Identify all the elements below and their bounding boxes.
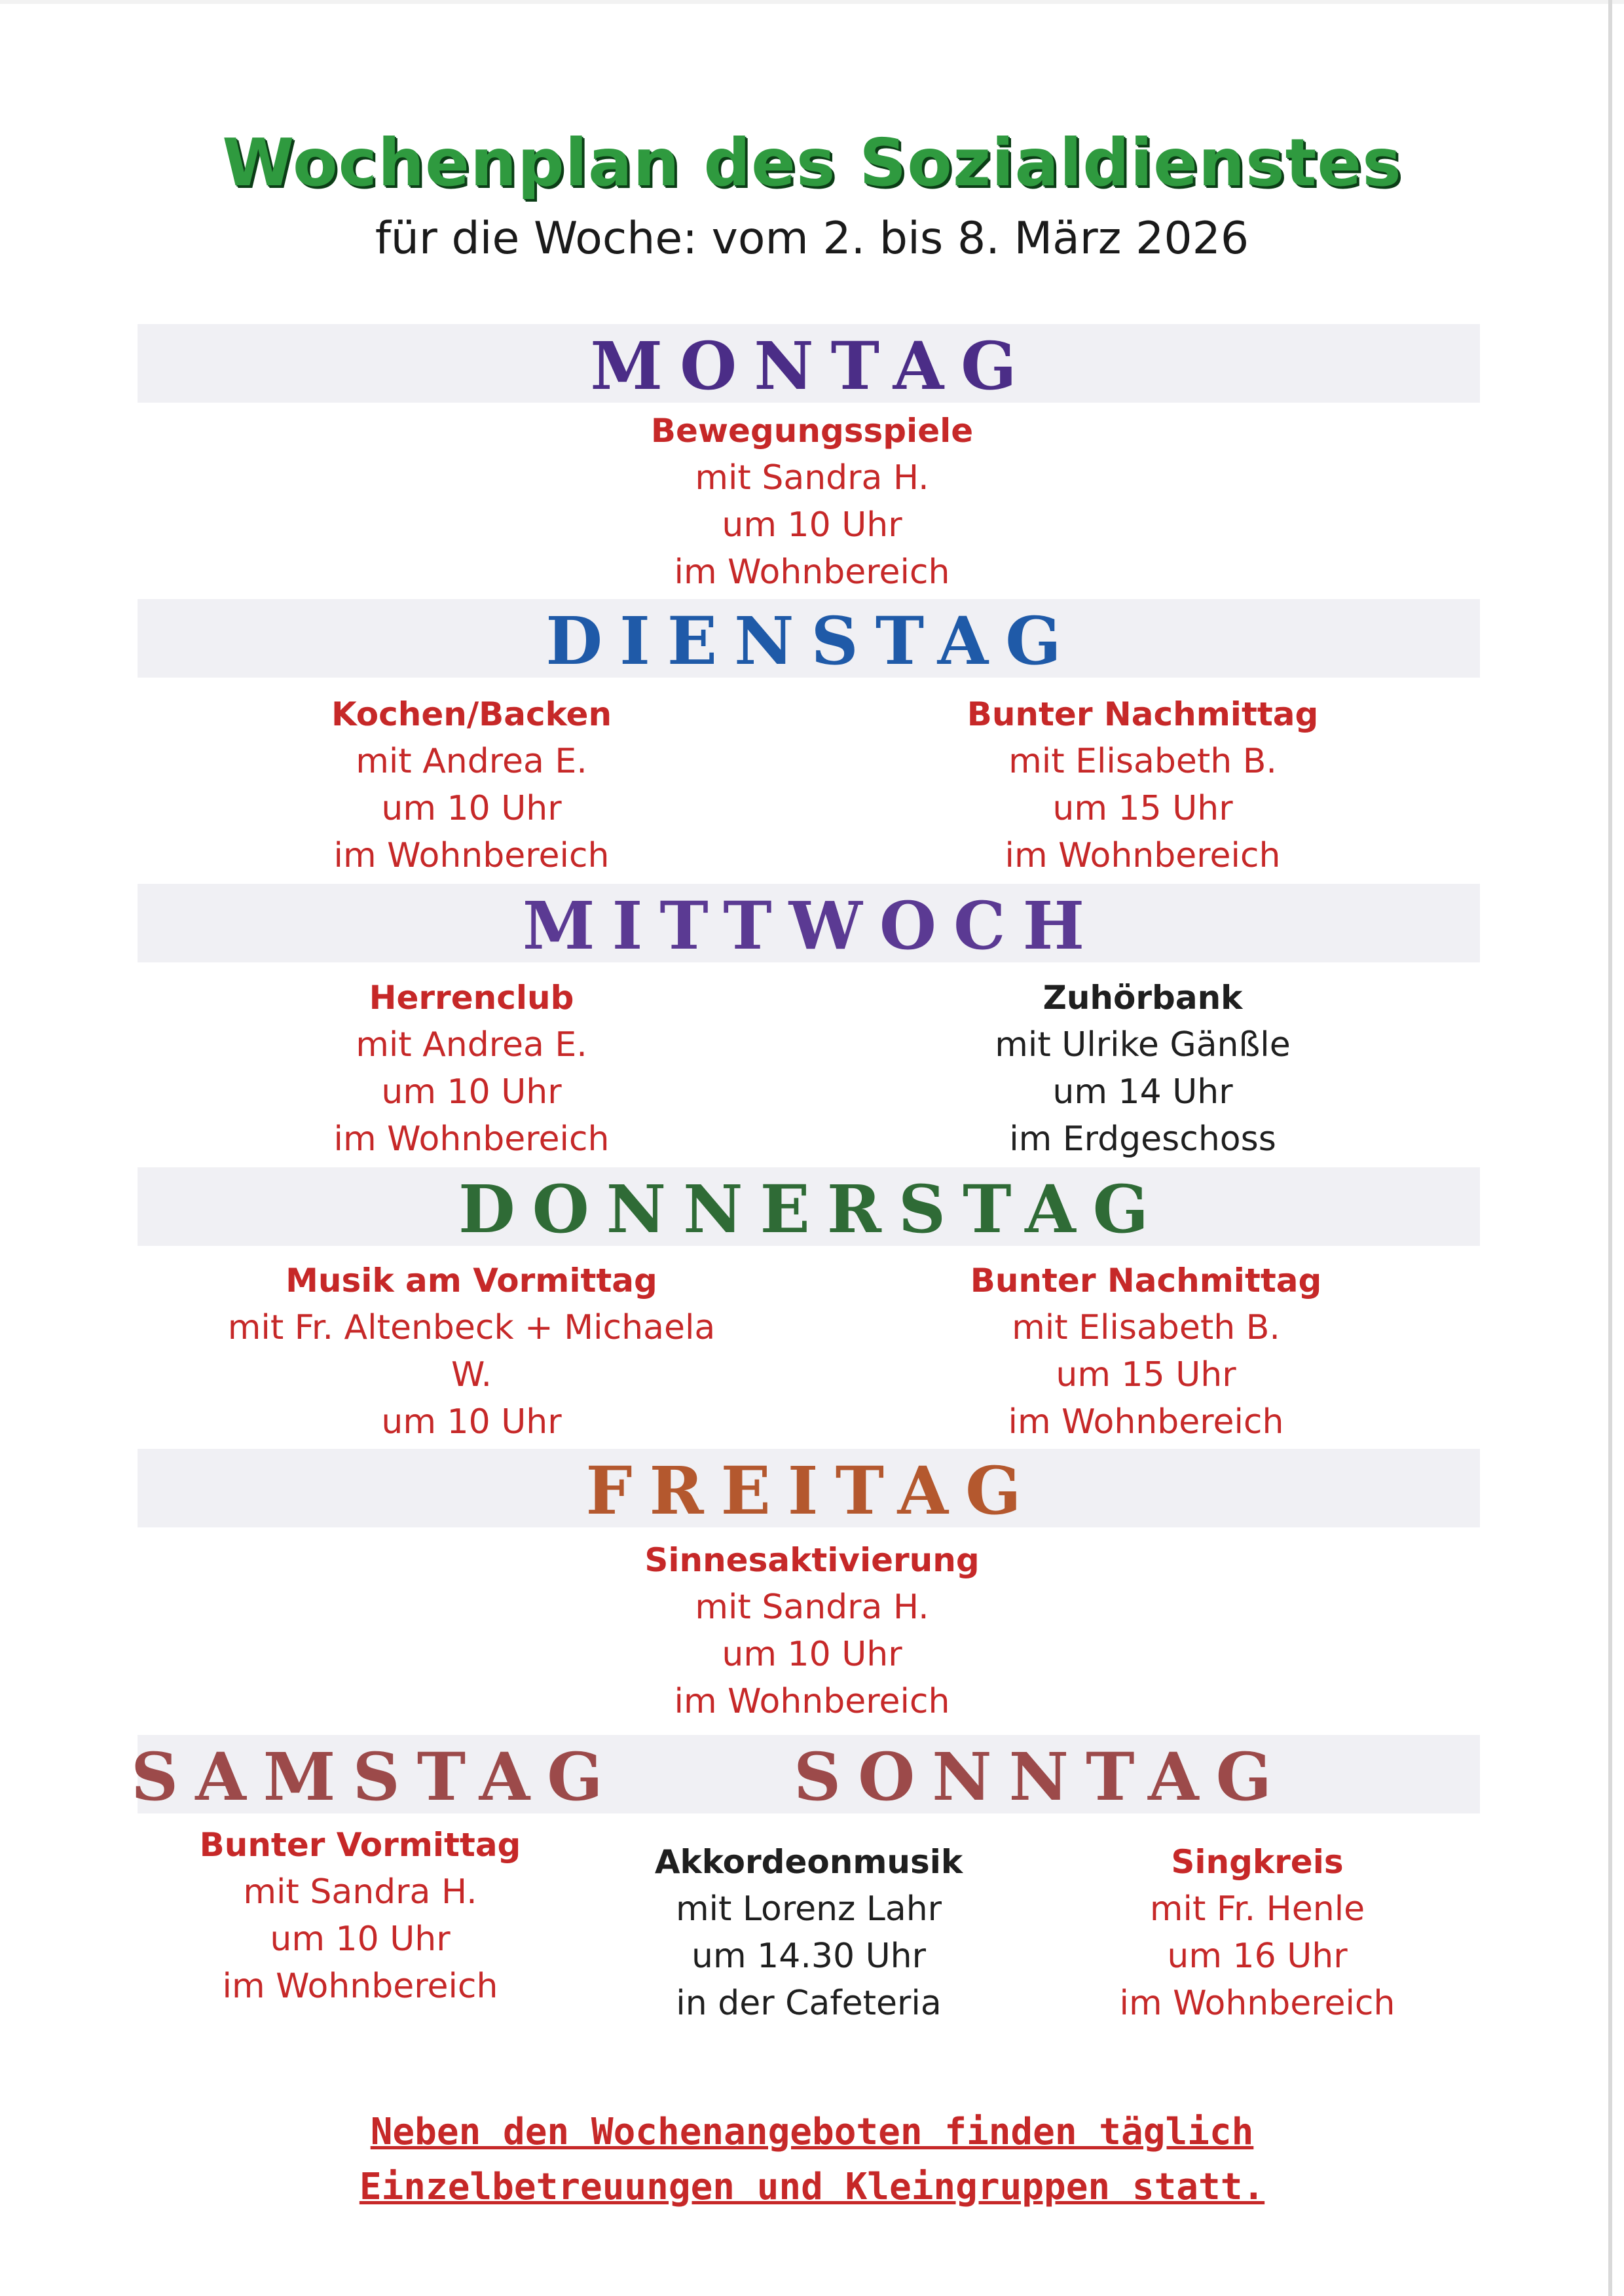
event-host: mit Andrea E. [356, 1025, 587, 1065]
event-place: im Wohnbereich [1005, 836, 1281, 875]
event-time: um 10 Uhr [722, 1635, 902, 1674]
event-time: um 10 Uhr [270, 1920, 451, 1959]
event-time: um 14 Uhr [1052, 1072, 1233, 1112]
event-place: in der Cafeteria [676, 1984, 942, 2023]
event-sonntag-2 [1061, 1838, 1454, 2027]
footer-line-1: Neben den Wochenangeboten finden täglich [370, 2111, 1254, 2153]
event-name: Bewegungsspiele [650, 412, 974, 450]
event-host: mit Andrea E. [356, 742, 587, 781]
day-heading-samstag: SAMSTAG [131, 1738, 620, 1815]
event-host: mit Sandra H. [695, 458, 929, 498]
event-host: mit Fr. Altenbeck + Michaela W. [227, 1308, 716, 1394]
event-time: um 10 Uhr [381, 789, 562, 828]
footer-line-2: Einzelbetreuungen und Kleingruppen statt. [359, 2166, 1265, 2208]
event-place: im Wohnbereich [674, 1682, 950, 1721]
page-title: Wochenplan des Sozialdienstes [222, 124, 1402, 201]
event-name: Musik am Vormittag [286, 1262, 657, 1300]
event-place: im Wohnbereich [1008, 1402, 1284, 1442]
event-name: Sinnesaktivierung [644, 1541, 980, 1579]
event-host: mit Sandra H. [695, 1588, 929, 1627]
event-dienstag-2 [946, 691, 1339, 879]
page-subtitle: für die Woche: vom 2. bis 8. März 2026 [375, 213, 1249, 264]
event-sonntag-1 [612, 1838, 1005, 2027]
scan-top-edge [0, 0, 1624, 4]
event-montag-1 [616, 407, 1008, 596]
event-time: um 10 Uhr [381, 1402, 562, 1442]
event-name: Zuhörbank [1043, 979, 1243, 1017]
event-name: Bunter Nachmittag [967, 695, 1319, 733]
footer-note [0, 2105, 1624, 2215]
day-heading-dienstag: DIENSTAG [545, 602, 1079, 680]
day-heading-montag: MONTAG [590, 327, 1034, 405]
event-place: im Wohnbereich [1119, 1984, 1395, 2023]
event-donnerstag-2 [950, 1257, 1342, 1446]
event-time: um 10 Uhr [381, 1072, 562, 1112]
event-place: im Wohnbereich [333, 1120, 610, 1159]
event-name: Akkordeonmusik [654, 1843, 963, 1881]
event-name: Bunter Vormittag [199, 1826, 521, 1864]
day-heading-mittwoch: MITTWOCH [522, 887, 1102, 964]
event-place: im Wohnbereich [222, 1967, 498, 2006]
event-host: mit Fr. Henle [1149, 1889, 1365, 1929]
event-time: um 14.30 Uhr [692, 1937, 926, 1976]
event-host: mit Elisabeth B. [1012, 1308, 1280, 1347]
event-host: mit Elisabeth B. [1008, 742, 1277, 781]
event-host: mit Sandra H. [243, 1872, 477, 1912]
event-mittwoch-1 [275, 974, 668, 1163]
day-heading-donnerstag: DONNERSTAG [458, 1171, 1166, 1248]
event-name: Bunter Nachmittag [970, 1262, 1322, 1300]
event-name: Herrenclub [369, 979, 574, 1017]
event-time: um 15 Uhr [1056, 1355, 1236, 1394]
day-heading-freitag: FREITAG [585, 1452, 1039, 1529]
event-dienstag-1 [275, 691, 668, 879]
event-time: um 10 Uhr [722, 505, 902, 545]
event-time: um 15 Uhr [1052, 789, 1233, 828]
event-place: im Wohnbereich [674, 553, 950, 592]
event-name: Kochen/Backen [331, 695, 612, 733]
event-freitag-1 [616, 1537, 1008, 1725]
event-mittwoch-2 [946, 974, 1339, 1163]
event-time: um 16 Uhr [1167, 1937, 1348, 1976]
event-name: Singkreis [1171, 1843, 1344, 1881]
day-heading-sonntag: SONNTAG [793, 1738, 1289, 1815]
event-place: im Erdgeschoss [1009, 1120, 1276, 1159]
event-host: mit Lorenz Lahr [675, 1889, 942, 1929]
event-place: im Wohnbereich [333, 836, 610, 875]
event-host: mit Ulrike Gänßle [995, 1025, 1291, 1065]
event-samstag-1 [164, 1821, 557, 2010]
